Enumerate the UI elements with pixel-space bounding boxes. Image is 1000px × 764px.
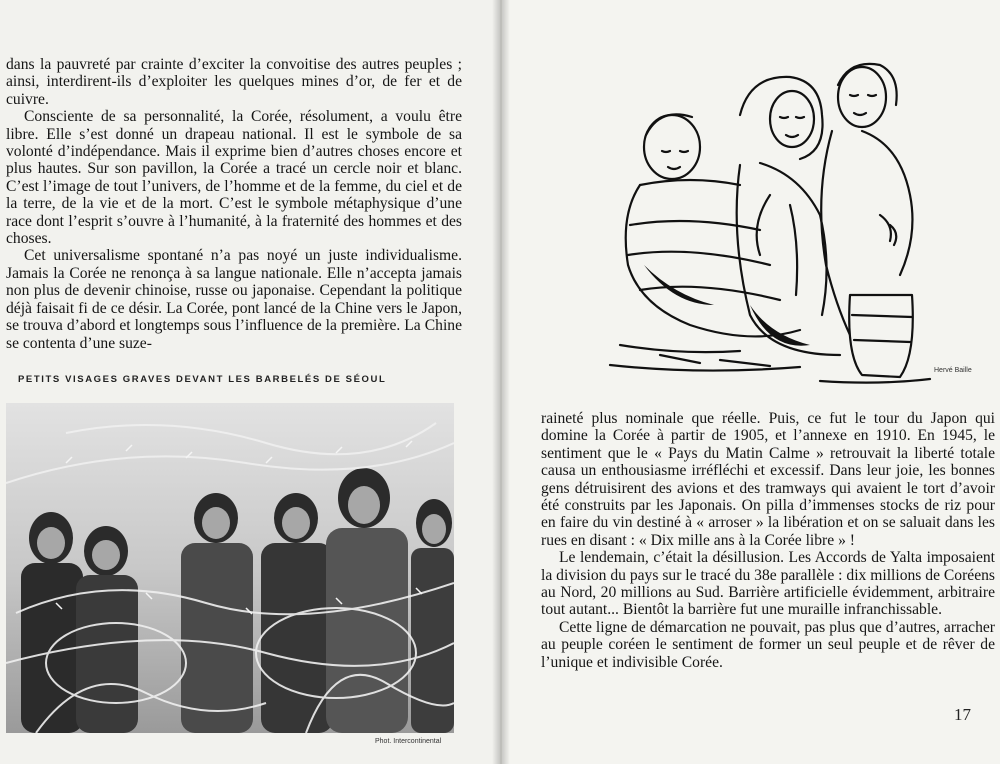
photo-caption: PETITS VISAGES GRAVES DEVANT LES BARBELÉS DE SÉOUL bbox=[18, 374, 387, 385]
drawing-credit: Hervé Baille bbox=[934, 367, 972, 374]
book-gutter bbox=[492, 0, 510, 764]
paragraph: raineté plus nominale que réelle. Puis, ce fut le tour du Japon qui domine la Corée à partir de 1905, et l’annexe en 1910. En 1945, le sentiment que le « Pays du Matin Calme » retrouvait la liberté totale causa un enthousiasme irréfléchi et excessif. Dans leur joie, les bonnes gens détruisirent des avions et des tramways qui avaient le tort d’avoir été construits par les Japonais. On pilla d’immenses stocks de riz pour en faire du vin destiné à « arroser » la libération et on se saluait dans les rues en disant : « Dix mille ans à la Corée libre » ! bbox=[541, 410, 995, 549]
photo-illustration bbox=[6, 403, 454, 733]
page-number: 17 bbox=[954, 705, 971, 724]
paragraph: Cet universalisme spontané n’a pas noyé un juste individualisme. Jamais la Corée ne renonça à sa langue nationale. Elle n’accepta jamais non plus de devenir chinoise, russe ou japonaise. Cependant la politique déjà faisait fi de ce désir. La Corée, pont lancé de la Chine vers le Japon, se trouva d’abord et longtemps sous l’influence de la première. La Chine se contenta d’une suze- bbox=[6, 247, 462, 352]
paragraph: Cette ligne de démarcation ne pouvait, pas plus que d’autres, arracher au peuple coréen le sentiment de former un seul peuple et de rêver de l’unique et indivisible Corée. bbox=[541, 618, 995, 671]
ink-drawing-women-and-child bbox=[600, 55, 940, 390]
right-page-text bbox=[541, 410, 995, 671]
paragraph: dans la pauvreté par crainte d’exciter la convoitise des autres peuples ; ainsi, interdirent-ils d’exploiter les quelques mines d’or, de fer et de cuivre. bbox=[6, 56, 462, 108]
paragraph: Consciente de sa personnalité, la Corée, résolument, a voulu être libre. Elle s’est donné un drapeau national. Il est le symbole de sa volonté d’indépendance. Mais il exprime bien d’autres choses encore et plus hautes. Sur son pavillon, la Corée a tracé un cercle noir et blanc. C’est l’image de tout l’univers, de l’homme et de la femme, du ciel et de la terre, de la vie et de la mort. C’est le symbole métaphysique d’une race dont l’esprit s’ouvre à l’humanité, à la fraternité des hommes et des choses. bbox=[6, 108, 462, 248]
left-page-text bbox=[6, 56, 462, 352]
paragraph: Le lendemain, c’était la désillusion. Les Accords de Yalta imposaient la division du pays sur le tracé du 38e parallèle : dix millions de Coréens au Nord, 20 millions au Sud. Barrière artificielle évidemment, arbitraire tout autant... Bientôt la barrière fut une muraille infranchissable. bbox=[541, 549, 995, 619]
photo-children-barbed-wire bbox=[6, 403, 454, 733]
photo-credit: Phot. Intercontinental bbox=[375, 738, 442, 745]
